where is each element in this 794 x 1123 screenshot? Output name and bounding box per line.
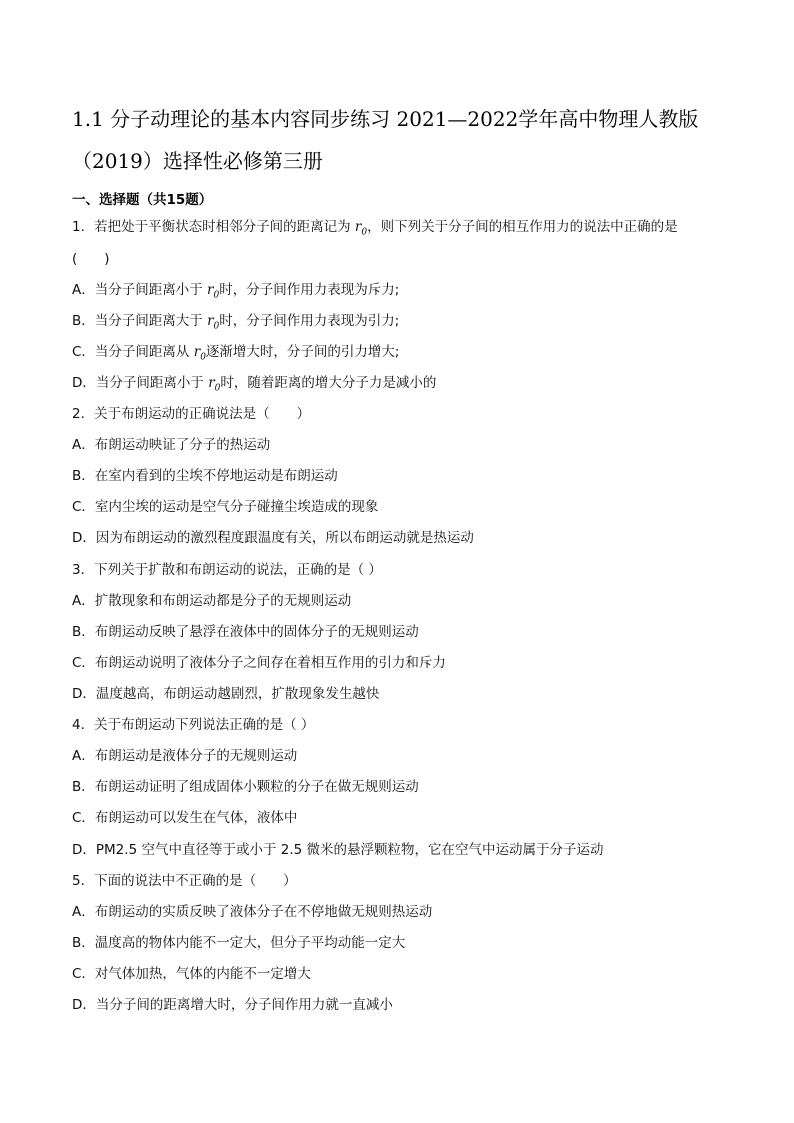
option-text-end: 时，分子间作用力表现为斥力; bbox=[219, 282, 400, 298]
question-5-option-d: D．当分子间的距离增大时，分子间作用力就一直减小 bbox=[72, 997, 393, 1013]
question-4-option-d: D．PM2.5 空气中直径等于或小于 2.5 微米的悬浮颗粒物，它在空气中运动属于分子运动 bbox=[72, 842, 604, 858]
question-5-option-a: A．布朗运动的实质反映了液体分子在不停地做无规则热运动 bbox=[72, 904, 433, 920]
r0-symbol bbox=[354, 219, 368, 238]
question-1-stem-text-end: ，则下列关于分子间的相互作用力的说法中正确的是 bbox=[367, 219, 678, 235]
r-letter: r bbox=[207, 282, 214, 298]
r0-symbol bbox=[207, 282, 220, 301]
option-text: B．当分子间距离大于 bbox=[72, 313, 208, 329]
question-1-option-d bbox=[72, 374, 436, 398]
question-1-answer-paren: ( ) bbox=[72, 251, 110, 267]
question-4-option-c: C．布朗运动可以发生在气体，液体中 bbox=[72, 810, 298, 826]
option-text: A．当分子间距离小于 bbox=[72, 282, 208, 298]
document-title-line-1: 1.1 分子动理论的基本内容同步练习 2021—2022学年高中物理人教版 bbox=[72, 107, 699, 131]
question-2-stem: 2．关于布朗运动的正确说法是（ ） bbox=[72, 406, 311, 422]
question-3-option-c: C．布朗运动说明了液体分子之间存在着相互作用的引力和斥力 bbox=[72, 655, 446, 671]
question-3-option-a: A．扩散现象和布朗运动都是分子的无规则运动 bbox=[72, 593, 352, 609]
question-3-stem: 3．下列关于扩散和布朗运动的说法，正确的是（ ） bbox=[72, 562, 382, 578]
question-4-option-a: A．布朗运动是液体分子的无规则运动 bbox=[72, 748, 298, 764]
question-5-stem: 5．下面的说法中不正确的是（ ） bbox=[72, 873, 297, 889]
document-title-line-2: （2019）选择性必修第三册 bbox=[72, 149, 323, 173]
question-3-option-d: D．温度越高，布朗运动越剧烈，扩散现象发生越快 bbox=[72, 686, 380, 702]
question-4-stem: 4．关于布朗运动下列说法正确的是（ ） bbox=[72, 717, 315, 733]
r-letter: r bbox=[208, 375, 215, 391]
r-subscript: 0 bbox=[213, 321, 220, 332]
question-2-option-a: A．布朗运动映证了分子的热运动 bbox=[72, 437, 271, 453]
section-heading: 一、选择题（共15题） bbox=[72, 192, 213, 208]
question-2-option-d: D．因为布朗运动的激烈程度跟温度有关，所以布朗运动就是热运动 bbox=[72, 530, 474, 546]
r-letter: r bbox=[354, 219, 362, 235]
r0-symbol bbox=[193, 344, 206, 363]
option-text: C．当分子间距离从 bbox=[72, 344, 194, 360]
r0-symbol bbox=[208, 375, 221, 394]
question-2-option-c: C．室内尘埃的运动是空气分子碰撞尘埃造成的现象 bbox=[72, 499, 379, 515]
option-text-end: 时，分子间作用力表现为引力; bbox=[219, 313, 400, 329]
r-letter: r bbox=[207, 313, 214, 329]
question-4-option-b: B．布朗运动证明了组成固体小颗粒的分子在做无规则运动 bbox=[72, 779, 419, 795]
question-1-stem bbox=[72, 218, 678, 242]
r-letter: r bbox=[193, 344, 201, 360]
question-3-option-b: B．布朗运动反映了悬浮在液体中的固体分子的无规则运动 bbox=[72, 624, 419, 640]
question-1-option-a bbox=[72, 281, 399, 305]
r-subscript: 0 bbox=[200, 352, 206, 363]
question-5-option-b: B．温度高的物体内能不一定大，但分子平均动能一定大 bbox=[72, 935, 406, 951]
option-text-end: 逐渐增大时，分子间的引力增大; bbox=[205, 344, 400, 360]
question-1-stem-text: 1．若把处于平衡状态时相邻分子间的距离记为 bbox=[72, 219, 355, 235]
r-subscript: 0 bbox=[214, 383, 221, 394]
question-1-option-c bbox=[72, 343, 399, 367]
r-subscript: 0 bbox=[213, 290, 220, 301]
question-2-option-b: B．在室内看到的尘埃不停地运动是布朗运动 bbox=[72, 468, 338, 484]
question-5-option-c: C．对气体加热，气体的内能不一定增大 bbox=[72, 966, 311, 982]
option-text: D．当分子间距离小于 bbox=[72, 375, 209, 391]
option-text-end: 时，随着距离的增大分子力是减小的 bbox=[220, 375, 437, 391]
r-subscript: 0 bbox=[361, 227, 368, 238]
r0-symbol bbox=[207, 313, 220, 332]
question-1-option-b bbox=[72, 312, 399, 336]
